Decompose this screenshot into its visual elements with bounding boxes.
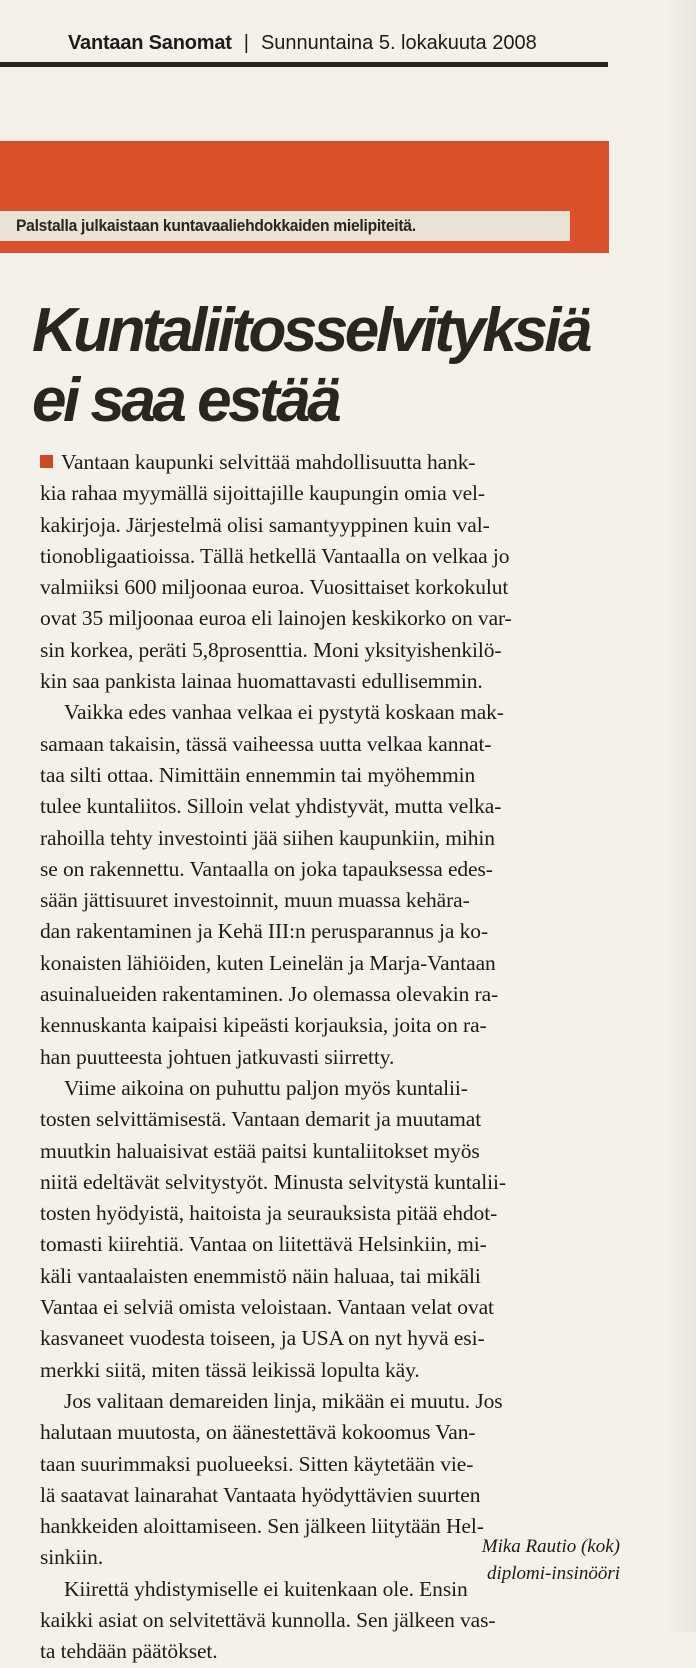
headline-line-1: Kuntaliitosselvityksiä (32, 296, 590, 365)
body-line: tomasti kiirehtiä. Vantaa on liitettävä Helsinkiin, mi- (40, 1232, 487, 1257)
body-line: kin saa pankista lainaa huomattavasti edullisemmin. (40, 669, 483, 694)
body-line: konaisten lähiöiden, kuten Leinelän ja Marja-Vantaan (40, 950, 496, 975)
body-line: Vantaa ei selviä omista veloistaan. Vantaan velat ovat (40, 1295, 494, 1320)
body-line: tosten hyödyistä, haitoista ja seurauksista pitää ehdot- (40, 1201, 498, 1226)
body-line: halutaan muutosta, on äänestettävä kokoomus Van- (40, 1420, 476, 1445)
body-line: tulee kuntaliitos. Silloin velat yhdistyvät, mutta velka- (40, 794, 502, 819)
body-line: kia rahaa myymällä sijoittajille kaupungin omia vel- (40, 481, 485, 506)
body-line-text: Vantaan kaupunki selvittää mahdollisuutta hank- (61, 450, 476, 474)
body-line: taa silti ottaa. Nimittäin ennemmin tai myöhemmin (40, 762, 476, 787)
body-line: asuinalueiden rakentaminen. Jo olemassa olevakin ra- (40, 982, 499, 1007)
body-line: kakirjoja. Järjestelmä olisi samantyyppinen kuin val- (40, 512, 490, 537)
body-line: kasvaneet vuodesta toiseen, ja USA on nyt hyvä esi- (40, 1326, 485, 1351)
body-line: hankkeiden aloittamiseen. Sen jälkeen liitytään Hel- (40, 1514, 484, 1539)
body-line: sään jättisuuret investoinnit, muun muassa kehära- (40, 888, 470, 913)
body-line: han puutteesta johtuen jatkuvasti siirretty. (40, 1044, 395, 1069)
article-body (40, 447, 618, 1668)
body-line: kaikki asiat on selvitettävä kunnolla. Sen jälkeen vas- (40, 1607, 496, 1632)
body-line: ta tehdään päätökset. (40, 1639, 218, 1664)
masthead-separator: | (243, 32, 249, 54)
body-line: kennuskanta kaipaisi kipeästi korjauksia, joita on ra- (40, 1013, 487, 1038)
body-line: käli vantaalaisten enemmistö näin haluaa, tai mikäli (40, 1263, 481, 1288)
body-line: taan suurimmaksi puolueeksi. Sitten käytetään vie- (40, 1451, 474, 1476)
publication-date: Sunnuntaina 5. lokakuuta 2008 (260, 32, 537, 54)
body-line: tosten selvittämisestä. Vantaan demarit ja muutamat (40, 1107, 482, 1132)
body-line: Viime aikoina on puhuttu paljon myös kuntalii- (64, 1075, 468, 1100)
body-line: merkki siitä, miten tässä leikissä lopulta käy. (40, 1357, 420, 1382)
body-line: sin korkea, peräti 5,8prosenttia. Moni yksityishenkilö- (40, 637, 502, 662)
body-line: se on rakennettu. Vantaalla on joka tapauksessa edes- (40, 856, 493, 881)
body-line: ovat 35 miljoonaa euroa eli lainojen keskikorko on var- (40, 606, 512, 631)
author-name: Mika Rautio (kok) (481, 1536, 620, 1557)
body-line: Vaikka edes vanhaa velkaa ei pystytä koskaan mak- (64, 700, 504, 725)
column-note: Palstalla julkaistaan kuntavaaliehdokkaiden mielipiteitä. (16, 216, 416, 235)
masthead (68, 26, 628, 60)
body-line: niitä edeltävät selvitystyöt. Minusta selvitystä kuntalii- (40, 1169, 506, 1194)
body-line: dan rakentaminen ja Kehä III:n perusparannus ja ko- (40, 919, 489, 944)
body-line: rahoilla tehty investointi jää siihen kaupunkiin, mihin (40, 825, 495, 850)
body-line: valmiiksi 600 miljoonaa euroa. Vuosittaiset korkokulut (40, 575, 509, 600)
headline-line-2: ei saa estää (32, 366, 339, 435)
body-line (40, 447, 618, 478)
author-title: diplomi-insinööri (486, 1563, 620, 1584)
body-line: lä saatavat lainarahat Vantaata hyödyttävien suurten (40, 1482, 481, 1507)
article-headline (32, 296, 632, 436)
body-line: muutkin haluaisivat estää paitsi kuntaliitokset myös (40, 1138, 480, 1163)
newspaper-name: Vantaan Sanomat (68, 32, 232, 54)
body-line: tionobligaatioissa. Tällä hetkellä Vantaalla on velkaa jo (40, 543, 510, 568)
body-line: sinkiin. (40, 1545, 104, 1570)
body-line: Jos valitaan demareiden linja, mikään ei muutu. Jos (64, 1388, 503, 1413)
paragraph-marker-square (40, 455, 53, 468)
body-line: Kiirettä yhdistymiselle ei kuitenkaan ole. Ensin (64, 1576, 468, 1601)
article-signature (320, 1533, 620, 1587)
page-edge-shadow (666, 0, 696, 1632)
masthead-rule (0, 62, 608, 67)
body-line: samaan takaisin, tässä vaiheessa uutta velkaa kannat- (40, 731, 492, 756)
